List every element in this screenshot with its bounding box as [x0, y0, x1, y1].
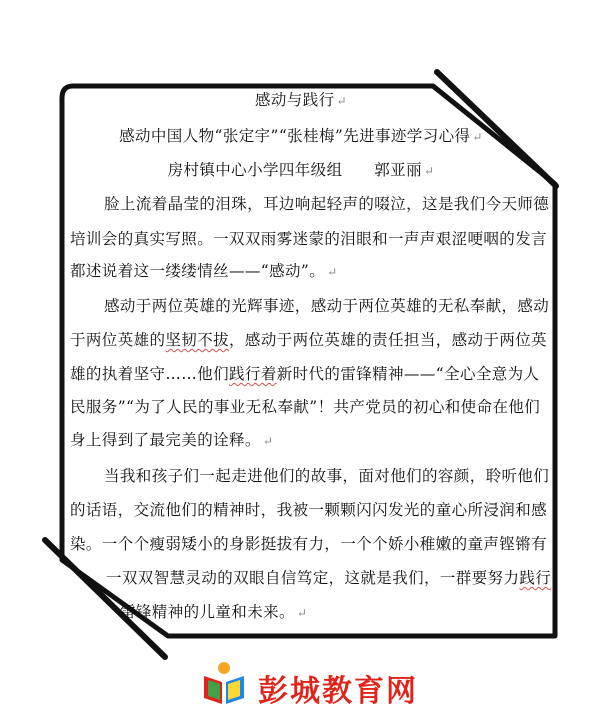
document-subtitle: 感动中国人物“张定宇”“张桂梅”先进事迹学习心得 ↵	[119, 127, 483, 145]
spell-check-word: 践行着	[229, 365, 277, 383]
paragraph-3-line: 雷锋精神的儿童和未来。 ↵	[120, 603, 308, 621]
paragraph-1-line: 都述说着这一缕缕情丝——“感动”。 ↵	[70, 262, 338, 280]
paragraph-3-line: 一双双智慧灵动的双眼自信笃定，这就是我们，一群要努力践行	[106, 569, 552, 587]
paragraph-3-line: 染。一个个瘦弱矮小的身影挺拔有力，一个个娇小稚嫩的童声铿锵有	[70, 535, 548, 553]
paragraph-2-line: 感动于两位英雄的光辉事迹，感动于两位英雄的无私奉献，感动	[104, 297, 550, 315]
book-icon	[200, 660, 248, 708]
paragraph-2-line: 身上得到了最完美的诠释。 ↵	[70, 431, 274, 449]
site-logo	[200, 660, 430, 710]
paragraph-2-line: 民服务”“为了人民的事业无私奉献”！共产党员的初心和使命在他们	[70, 398, 541, 416]
paragraph-3-line: 当我和孩子们一起走进他们的故事，面对他们的容颜，聆听他们	[104, 467, 550, 485]
author-line: 房村镇中心小学四年级组 郭亚丽 ↵	[167, 161, 435, 179]
document-title: 感动与践行 ↵	[255, 91, 347, 109]
paragraph-3-line: 的话语，交流他们的精神时，我被一颗颗闪闪发光的童心所浸润和感	[70, 501, 548, 519]
logo-text: 彭城教育网	[258, 674, 418, 709]
paragraph-1-line: 脸上流着晶莹的泪珠，耳边响起轻声的啜泣，这是我们今天师德	[104, 195, 550, 213]
spell-check-word: 践行	[519, 569, 552, 587]
paragraph-2-line: 雄的执着坚守……他们践行着新时代的雷锋精神——“全心全意为人	[70, 365, 540, 383]
paragraph-1-line: 培训会的真实写照。一双双雨雾迷蒙的泪眼和一声声艰涩哽咽的发言	[70, 230, 548, 248]
spell-check-word: 坚韧不拔	[165, 331, 230, 349]
document-body	[70, 86, 552, 636]
paragraph-2-line: 于两位英雄的坚韧不拔，感动于两位英雄的责任担当，感动于两位英	[70, 331, 548, 349]
